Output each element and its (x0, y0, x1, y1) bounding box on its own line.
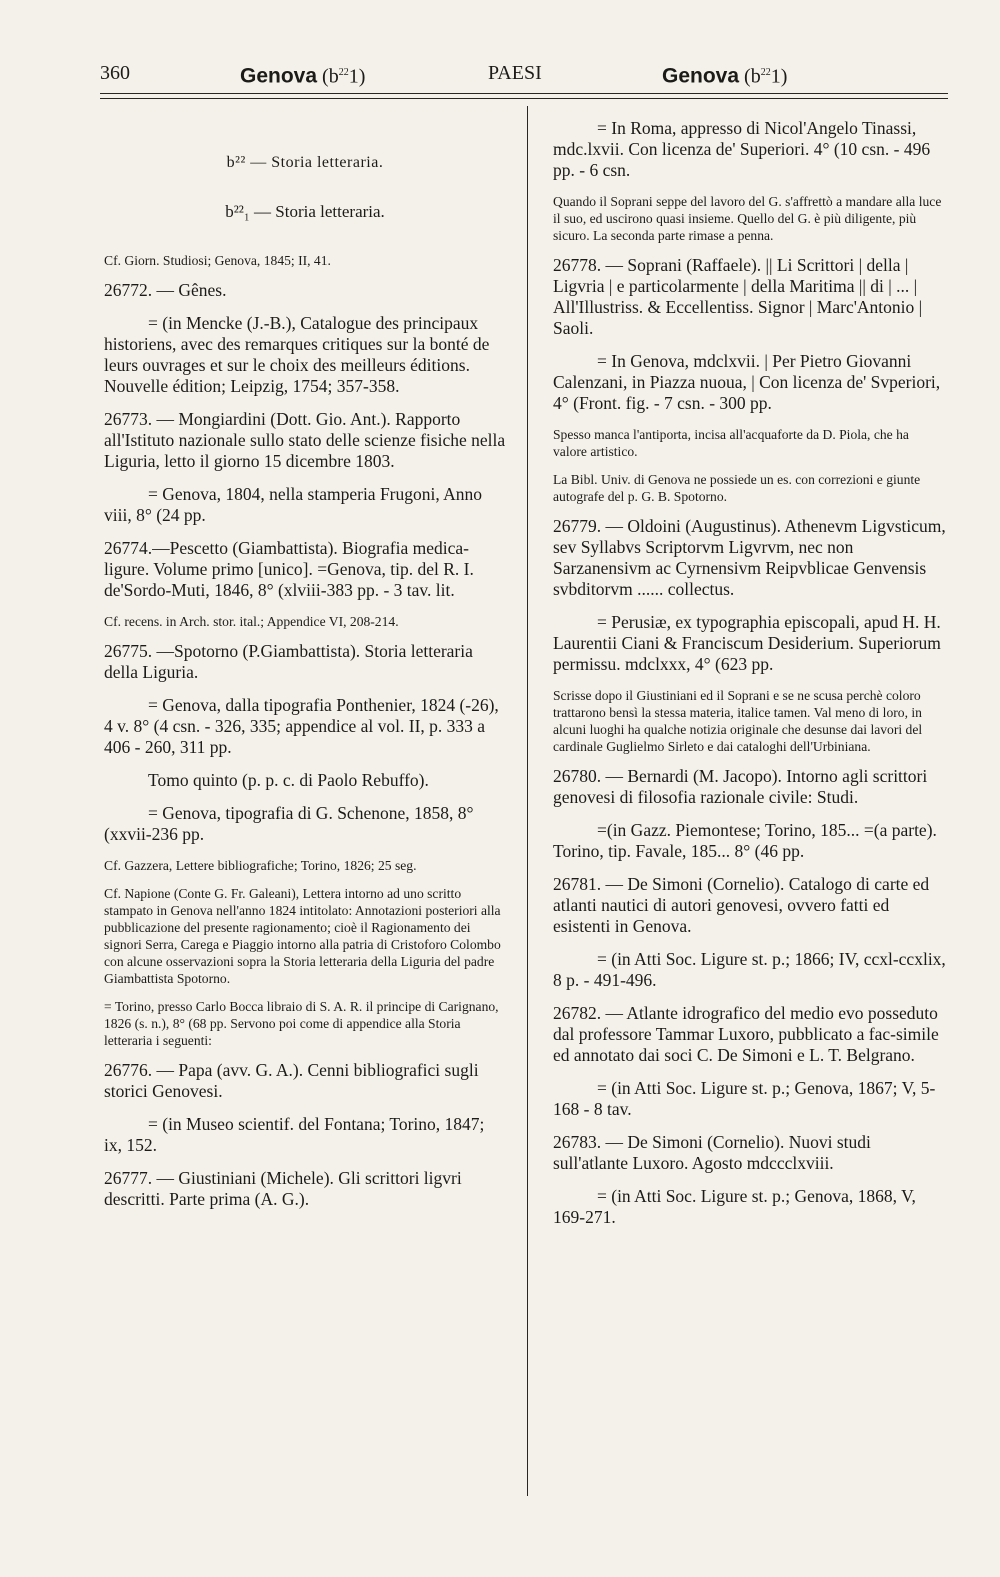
entry-paragraph: 26781. — De Simoni (Cornelio). Catalogo di carte ed atlanti nautici di autori genovesi, ovvero fatti ed esistenti in Genova. (553, 874, 930, 936)
entry-paragraph: 26773. — Mongiardini (Dott. Gio. Ant.). Rapporto all'Istituto nazionale sullo stato delle scienze fisiche nella Liguria, letto il giorno 15 dicembre 1803. (104, 409, 506, 471)
header-rule-top (100, 93, 948, 94)
entry-paragraph: = (in Atti Soc. Ligure st. p.; Genova, 1867; V, 5-168 - 8 tav. (553, 1078, 936, 1119)
header-center: PAESI (488, 62, 542, 84)
entry-paragraph: 26775. —Spotorno (P.Giambattista). Storia letteraria della Liguria. (104, 641, 473, 682)
note-paragraph: Spesso manca l'antiporta, incisa all'acquaforte da D. Piola, che ha valore artistico. (553, 427, 909, 459)
entry-paragraph: = In Genova, mdclxvii. | Per Pietro Giovanni Calenzani, in Piazza nuoua, | Con licenza de' Svperiori, 4° (Front. fig. - 7 csn. - 300 pp. (553, 351, 941, 413)
entry-paragraph: 26777. — Giustiniani (Michele). Gli scrittori ligvri descritti. Parte prima (A. G.). (104, 1168, 462, 1209)
note-paragraph: Cf. Giorn. Studiosi; Genova, 1845; II, 41. (104, 253, 331, 268)
page-number: 360 (100, 62, 130, 84)
header-right-place: Genova (662, 64, 740, 88)
entry-paragraph: 26776. — Papa (avv. G. A.). Cenni bibliografici sugli storici Genovesi. (104, 1060, 479, 1101)
section-heading: b²² — Storia letteraria. (226, 154, 384, 171)
running-header (100, 58, 948, 88)
entry-paragraph: 26783. — De Simoni (Cornelio). Nuovi studi sull'atlante Luxoro. Agosto mdccclxviii. (553, 1132, 871, 1173)
entry-paragraph: = Genova, 1804, nella stamperia Frugoni, Anno viii, 8° (24 pp. (104, 484, 483, 525)
header-right-sub2: 1) (770, 65, 788, 88)
entry-paragraph: 26772. — Gênes. (104, 280, 227, 300)
entry-paragraph: 26778. — Soprani (Raffaele). || Li Scrittori | della | Ligvria | e particolarmente | della Maritima || di | ... | All'Illustriss. & Eccellentiss. Signor | Marc'Antonio | Saoli. (553, 255, 923, 338)
entry-paragraph: = Perusiæ, ex typographia episcopali, apud H. H. Laurentii Ciani & Franciscum Desiderium. Superiorum permissu. mdclxxx, 4° (623 pp. (553, 612, 941, 674)
entry-paragraph: = (in Mencke (J.-B.), Catalogue des principaux historiens, avec des remarques critiques sur la bonté de leurs ouvrages et sur le choix des meilleurs éditions. Nouvelle édition; Leipzig, 1754; 357-358. (104, 313, 490, 396)
header-rule-bottom (100, 98, 948, 99)
entry-paragraph: =(in Gazz. Piemontese; Torino, 185... =(a parte). Torino, tip. Favale, 185... 8° (46 pp. (553, 820, 937, 861)
section-heading: b²²₁ — Storia letteraria. (225, 202, 385, 221)
entry-paragraph: = Genova, dalla tipografia Ponthenier, 1824 (-26), 4 v. 8° (4 csn. - 326, 335; appendice al vol. II, p. 333 a 406 - 260, 311 pp. (104, 695, 499, 757)
note-paragraph: Quando il Soprani seppe del lavoro del G. s'affrettò a mandare alla luce il suo, ed uscirono quasi insieme. Quello del G. è più diligente, più sicuro. La seconda parte rimase a penna. (553, 194, 942, 243)
header-left-sub2: 1) (348, 65, 366, 88)
note-paragraph: = Torino, presso Carlo Bocca libraio di S. A. R. il principe di Carignano, 1826 (s. n.), 8° (68 pp. Servono poi come di appendice alla Storia letteraria i seguenti: (104, 999, 499, 1048)
entry-paragraph: 26779. — Oldoini (Augustinus). Athenevm Ligvsticum, sev Syllabvs Scriptorvm Ligvrvm, nec non Sarzanensivm ac Cyrnensivm Reipvblicae Genvensis svbditorvm ...... collectus. (553, 516, 946, 599)
note-paragraph: Cf. Napione (Conte G. Fr. Galeani), Lettera intorno ad uno scritto stampato in Genova nell'anno 1824 intitolato: Annotazioni posteriori alla pubblicazione del presente ragionamento; cioè il Ragionamento dei signori Serra, Carega e Piaggio intorno alla patria di Cristoforo Colombo con alcune osservazioni sopra la Storia letteraria della Liguria del padre Giambattista Spotorno. (104, 886, 501, 986)
header-right-title (662, 58, 787, 92)
right-column (553, 118, 946, 1240)
header-left-sub: (b (322, 65, 339, 88)
entry-paragraph: = In Roma, appresso di Nicol'Angelo Tinassi, mdc.lxvii. Con licenza de' Superiori. 4° (10 csn. - 496 pp. - 6 csn. (553, 118, 931, 180)
header-right-sup: 22 (760, 67, 771, 78)
entry-paragraph: 26780. — Bernardi (M. Jacopo). Intorno agli scrittori genovesi di filosofia razionale civile: Studi. (553, 766, 928, 807)
entry-paragraph: = (in Atti Soc. Ligure st. p.; Genova, 1868, V, 169-271. (553, 1186, 916, 1227)
note-paragraph: La Bibl. Univ. di Genova ne possiede un es. con correzioni e giunte autografe del p. G. B. Spotorno. (553, 472, 921, 504)
note-paragraph: Scrisse dopo il Giustiniani ed il Soprani e se ne scusa perchè coloro trattarono bensì la stessa materia, italice tamen. Val meno di loro, in alcuni luoghi ha qualche notizia originale che desunse dai lavori del cardinale Guglielmo Sirleto e dai cataloghi dell'Urbiniana. (553, 688, 923, 754)
left-column (104, 118, 506, 1222)
entry-paragraph: = (in Atti Soc. Ligure st. p.; 1866; IV, ccxl-ccxlix, 8 p. - 491-496. (553, 949, 946, 990)
note-paragraph: Cf. Gazzera, Lettere bibliografiche; Torino, 1826; 25 seg. (104, 858, 417, 873)
entry-paragraph: = (in Museo scientif. del Fontana; Torino, 1847; ix, 152. (104, 1114, 485, 1155)
header-left-sup: 22 (338, 67, 349, 78)
entry-paragraph: Tomo quinto (p. p. c. di Paolo Rebuffo). (148, 770, 429, 790)
entry-paragraph: 26782. — Atlante idrografico del medio evo posseduto dal professore Tammar Luxoro, pubblicato a fac-simile ed annotato dai soci C. De Simoni e L. T. Belgrano. (553, 1003, 939, 1065)
note-paragraph: Cf. recens. in Arch. stor. ital.; Appendice VI, 208-214. (104, 614, 399, 629)
entry-paragraph: 26774.—Pescetto (Giambattista). Biografia medica-ligure. Volume primo [unico]. =Genova, tip. del R. I. de'Sordo-Muti, 1846, 8° (xlviii-383 pp. - 3 tav. lit. (104, 538, 474, 600)
header-left-title (240, 58, 365, 92)
entry-paragraph: = Genova, tipografia di G. Schenone, 1858, 8° (xxvii-236 pp. (104, 803, 474, 844)
header-left-place: Genova (240, 64, 318, 88)
header-right-sub: (b (744, 65, 761, 88)
column-divider (527, 106, 528, 1496)
